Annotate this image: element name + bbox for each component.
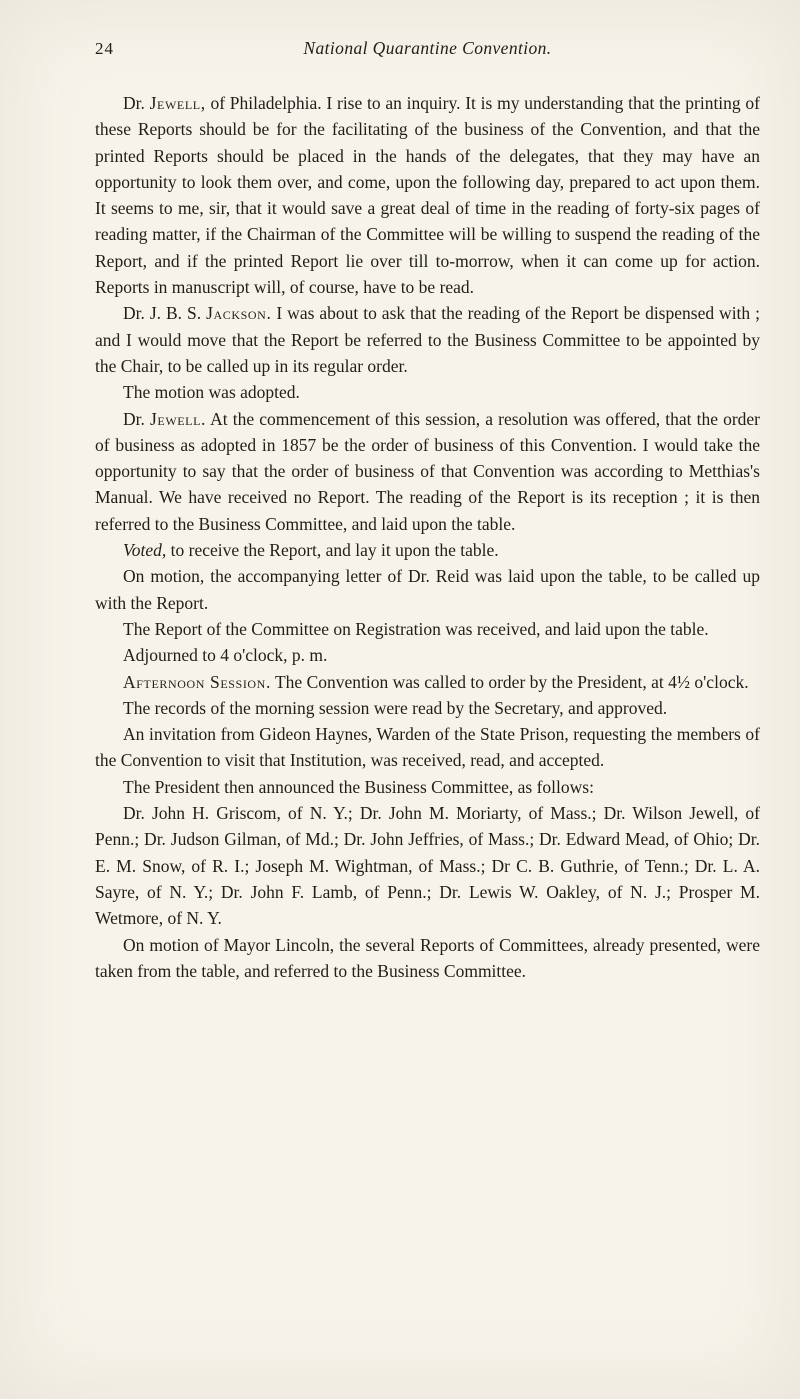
text-segment: At the commencement of this session, a resolution was offered, that the order of business as adopted in 1857 be the order of business of this Convention. I would take the opportunity to say that the order of business of that Convention was according to Metthias's Manual. We have received no Report. The reading of the Report is its reception ; it is then referred to the Business Committee, and laid upon the table.: [95, 408, 760, 534]
text-segment: The President then announced the Business Committee, as follows:: [123, 776, 594, 797]
paragraph-committee-members: [95, 800, 760, 931]
text-segment: Dr.: [123, 93, 150, 113]
text-segment: to receive the Report, and lay it upon the table.: [166, 540, 499, 561]
text-segment: The motion was adopted.: [123, 382, 300, 403]
speaker-name: Jewell,: [149, 93, 206, 113]
text-segment: Dr. John H. Griscom, of N. Y.; Dr. John M. Moriarty, of Mass.; Dr. Wilson Jewell, of Penn.; Dr. Judson Gilman, of Md.; Dr. John Jeffries, of Mass.; Dr. Edward Mead, of Ohio; Dr. E. M. Snow, of R. I.; Joseph M. Wightman, of Mass.; Dr C. B. Guthrie, of Tenn.; Dr. L. A. Sayre, of N. Y.; Dr. John F. Lamb, of Penn.; Dr. Lewis W. Oakley, of N. J.; Prosper M. Wetmore, of N. Y.: [95, 803, 760, 929]
speaker-name: Jackson.: [206, 303, 272, 324]
paragraph-records-read: [95, 695, 760, 721]
speaker-name: Jewell.: [149, 408, 207, 429]
text-segment: The records of the morning session were read by the Secretary, and approved.: [123, 697, 668, 718]
text-segment: Dr. J. B. S.: [123, 303, 207, 324]
paragraph-adjourned: [95, 642, 760, 668]
page-header: [95, 38, 760, 62]
paragraph-committee-announcement: [95, 774, 760, 800]
text-segment: On motion, the accompanying letter of Dr. Reid was laid upon the table, to be called up with the Report.: [95, 566, 760, 613]
paragraph-prison-invitation: [95, 721, 760, 774]
text-segment: On motion of Mayor Lincoln, the several Reports of Committees, already presented, were taken from the table, and referred to the Business Committee.: [95, 934, 760, 981]
page-title: National Quarantine Convention.: [303, 38, 552, 58]
paragraph-afternoon-session: [95, 669, 760, 695]
paragraph-jewell-order-of-business: [95, 406, 760, 537]
paragraph-motion-adopted: [95, 379, 760, 405]
paragraph-registration-report: [95, 616, 760, 642]
text-segment: Dr.: [123, 408, 150, 429]
voted-label: Voted,: [123, 540, 167, 561]
text-segment: Adjourned to 4 o'clock, p. m.: [123, 645, 328, 666]
text-segment: The Report of the Committee on Registration was received, and laid upon the table.: [123, 618, 709, 639]
paragraph-reid-letter: [95, 563, 760, 616]
page-body: [95, 90, 760, 984]
text-segment: of Philadelphia. I rise to an inquiry. It is my understanding that the printing of these Reports should be for the facilitating of the business of the Convention, and that the printed Reports should be placed in the hands of the delegates, that they may have an opportunity to look them over, and come, upon the following day, prepared to act upon them. It seems to me, sir, that it would save a great deal of time in the reading of forty-six pages of reading matter, if the Chairman of the Committee will be willing to suspend the reading of the Report, and if the printed Report lie over till to-morrow, when it can come up for action. Reports in manuscript will, of course, have to be read.: [95, 93, 761, 298]
paragraph-jackson-motion: [95, 300, 760, 379]
text-segment: The Convention was called to order by the President, at 4½ o'clock.: [270, 671, 749, 692]
paragraph-voted-receive-report: [95, 537, 760, 563]
text-segment: An invitation from Gideon Haynes, Warden of the State Prison, requesting the members of the Convention to visit that Institution, was received, read, and accepted.: [95, 724, 760, 771]
session-heading: Afternoon Session.: [123, 671, 271, 692]
paragraph-lincoln-motion: [95, 932, 760, 985]
text-segment: I was about to ask that the reading of the Report be dispensed with ; and I would move that the Report be referred to the Business Committee to be appointed by the Chair, to be called up in its regular order.: [95, 303, 760, 376]
paragraph-jewell-printing-inquiry: [95, 90, 760, 300]
page-number: 24: [95, 39, 114, 58]
